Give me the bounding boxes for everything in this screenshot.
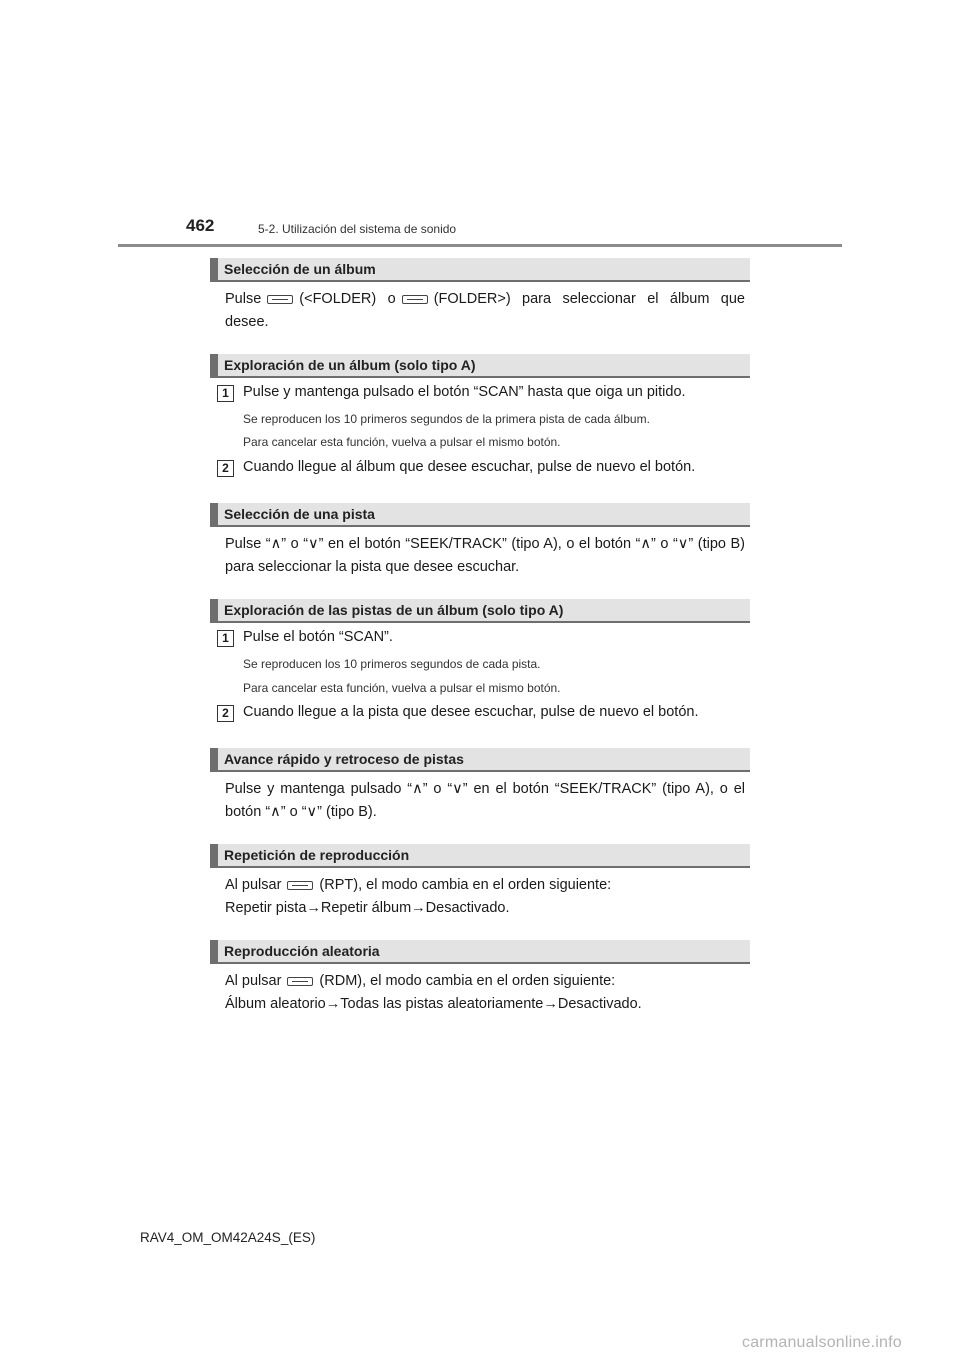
section-title: Repetición de reproducción xyxy=(224,847,410,863)
note-text: Se reproducen los 10 primeros segundos de cada pista. xyxy=(243,657,541,671)
section-title: Exploración de las pistas de un álbum (solo tipo A) xyxy=(224,602,564,618)
step-text: Cuando llegue al álbum que desee escuchar, pulse de nuevo el botón. xyxy=(243,459,696,475)
section-title: Exploración de un álbum (solo tipo A) xyxy=(224,357,476,373)
section-path: 5-2. Utilización del sistema de sonido xyxy=(258,222,457,236)
section-title: Avance rápido y retroceso de pistas xyxy=(224,751,464,767)
header-rule xyxy=(118,244,842,247)
section-heading-repeat xyxy=(210,844,750,868)
track-select-text: Pulse “∧” o “∨” en el botón “SEEK/TRACK” (tipo A), o el botón “∧” o “∨” (tipo B) para seleccionar la pista que desee escuchar. xyxy=(225,536,745,575)
fast-forward-text: Pulse y mantenga pulsado “∧” o “∨” en el botón “SEEK/TRACK” (tipo A), o el botón “∧” o “∨” (tipo B). xyxy=(225,781,745,820)
section-heading-album-scan xyxy=(210,354,750,378)
page-number: 462 xyxy=(186,216,215,235)
step-number-box: 2 xyxy=(217,705,234,722)
repeat-text: Al pulsar (RPT), el modo cambia en el orden siguiente: Repetir pista→Repetir álbum→Desactivado. xyxy=(225,877,612,916)
document-code: RAV4_OM_OM42A24S_(ES) xyxy=(140,1230,316,1245)
section-heading-track-select xyxy=(210,503,750,527)
album-select-text: Pulse (<FOLDER) o (FOLDER>) para seleccionar el álbum que desee. xyxy=(225,291,745,330)
button-icon xyxy=(267,295,293,304)
button-icon xyxy=(287,977,313,986)
step-number-box: 1 xyxy=(217,630,234,647)
button-icon xyxy=(287,881,313,890)
note-text: Se reproducen los 10 primeros segundos de la primera pista de cada álbum. xyxy=(243,412,650,426)
section-heading-random xyxy=(210,940,750,964)
section-title: Selección de una pista xyxy=(224,506,375,522)
button-icon xyxy=(402,295,428,304)
section-title: Selección de un álbum xyxy=(224,261,376,277)
step-text: Pulse y mantenga pulsado el botón “SCAN” hasta que oiga un pitido. xyxy=(243,384,686,400)
page-header xyxy=(0,0,960,250)
watermark[interactable]: carmanualsonline.info xyxy=(742,1334,902,1351)
section-heading-track-scan xyxy=(210,599,750,623)
step-number-box: 1 xyxy=(217,385,234,402)
note-text: Para cancelar esta función, vuelva a pulsar el mismo botón. xyxy=(243,435,561,449)
step-text: Pulse el botón “SCAN”. xyxy=(243,629,393,645)
section-heading-album-select xyxy=(210,258,750,282)
step-number-box: 2 xyxy=(217,460,234,477)
step-text: Cuando llegue a la pista que desee escuchar, pulse de nuevo el botón. xyxy=(243,704,699,720)
section-heading-fast-forward xyxy=(210,748,750,772)
note-text: Para cancelar esta función, vuelva a pulsar el mismo botón. xyxy=(243,681,561,695)
random-text: Al pulsar (RDM), el modo cambia en el orden siguiente: Álbum aleatorio→Todas las pistas aleatoriamente→Desactivado. xyxy=(225,973,642,1012)
section-title: Reproducción aleatoria xyxy=(224,943,380,959)
